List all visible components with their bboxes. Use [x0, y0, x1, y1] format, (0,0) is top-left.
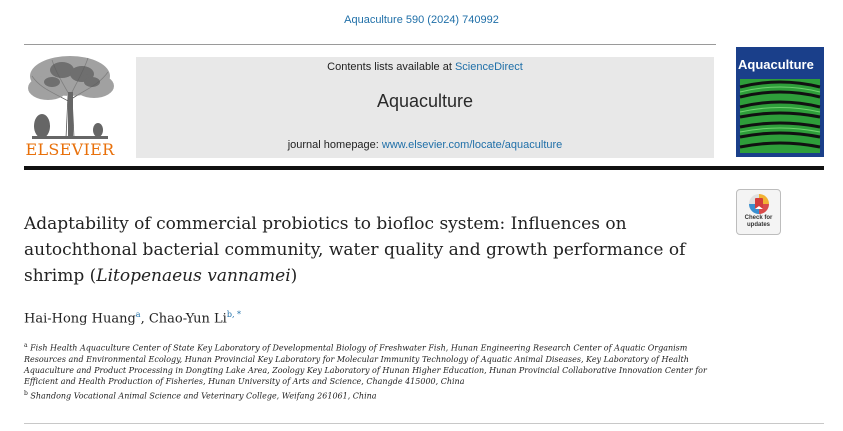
publisher-name[interactable]: ELSEVIER — [25, 140, 115, 159]
journal-homepage-link[interactable]: www.elsevier.com/locate/aquaculture — [381, 139, 563, 151]
check-for-updates-label — [737, 215, 780, 229]
author-list — [24, 310, 241, 326]
homepage-line — [136, 139, 714, 151]
affiliation-list — [24, 340, 724, 401]
sciencedirect-link[interactable]: ScienceDirect — [454, 61, 523, 73]
journal-title: Aquaculture — [376, 91, 474, 111]
footer-divider — [24, 423, 824, 424]
affiliation-text: Fish Health Aquaculture Center of State Key Laboratory of Developmental Biology of Freshwater Fish, Hunan Engineering Research Center of Aquatic Organism Resources and Environmental Ecology, Hunan Provincial Key Laboratory for Molecular Immunity Technology of Aquatic Animal Diseases, Key Laboratory of Health Aquaculture and Product Processing in Dongting Lake Area, Zoology Key Laboratory of Hunan Higher Education, Hunan Provincial Collaborative Innovation Center for Efficient and Health Production of Fisheries, Hunan University of Arts and Science, Changde 415000, China — [24, 343, 707, 386]
journal-citation[interactable]: Aquaculture 590 (2024) 740992 — [344, 14, 499, 26]
species-name: Litopenaeus vannamei — [96, 266, 291, 286]
cover-title: Aquaculture — [738, 57, 814, 72]
author-separator: , — [140, 311, 149, 327]
homepage-prefix: journal homepage: — [287, 139, 382, 151]
affiliation-label: b — [24, 389, 28, 397]
affiliation-label: a — [24, 342, 28, 349]
article-title-end: ) — [290, 266, 298, 286]
contents-prefix: Contents lists available at — [327, 61, 455, 73]
check-for-updates-icon — [748, 193, 770, 215]
check-label-line1: Check for — [744, 215, 773, 221]
article-title-main: Adaptability of commercial probiotics to biofloc system: Influences on autochthonal bacterial community, water quality and growth performance of shrimp ( — [24, 214, 686, 286]
affiliation-marker[interactable]: b, * — [226, 310, 242, 319]
check-for-updates-button[interactable] — [736, 189, 781, 235]
affiliation-item — [24, 388, 724, 402]
masthead-divider — [24, 166, 824, 170]
affiliation-marker[interactable]: a — [135, 310, 141, 319]
header-divider — [24, 44, 716, 45]
article-title — [24, 211, 724, 289]
contents-line — [136, 61, 714, 73]
journal-cover[interactable] — [736, 47, 824, 157]
affiliation-item — [24, 340, 724, 387]
journal-masthead — [136, 57, 714, 158]
author-name[interactable]: Chao-Yun Li — [148, 311, 227, 327]
affiliation-text: Shandong Vocational Animal Science and Veterinary College, Weifang 261061, China — [30, 391, 377, 401]
check-label-line2: updates — [746, 222, 770, 228]
author-name[interactable]: Hai-Hong Huang — [24, 311, 136, 327]
